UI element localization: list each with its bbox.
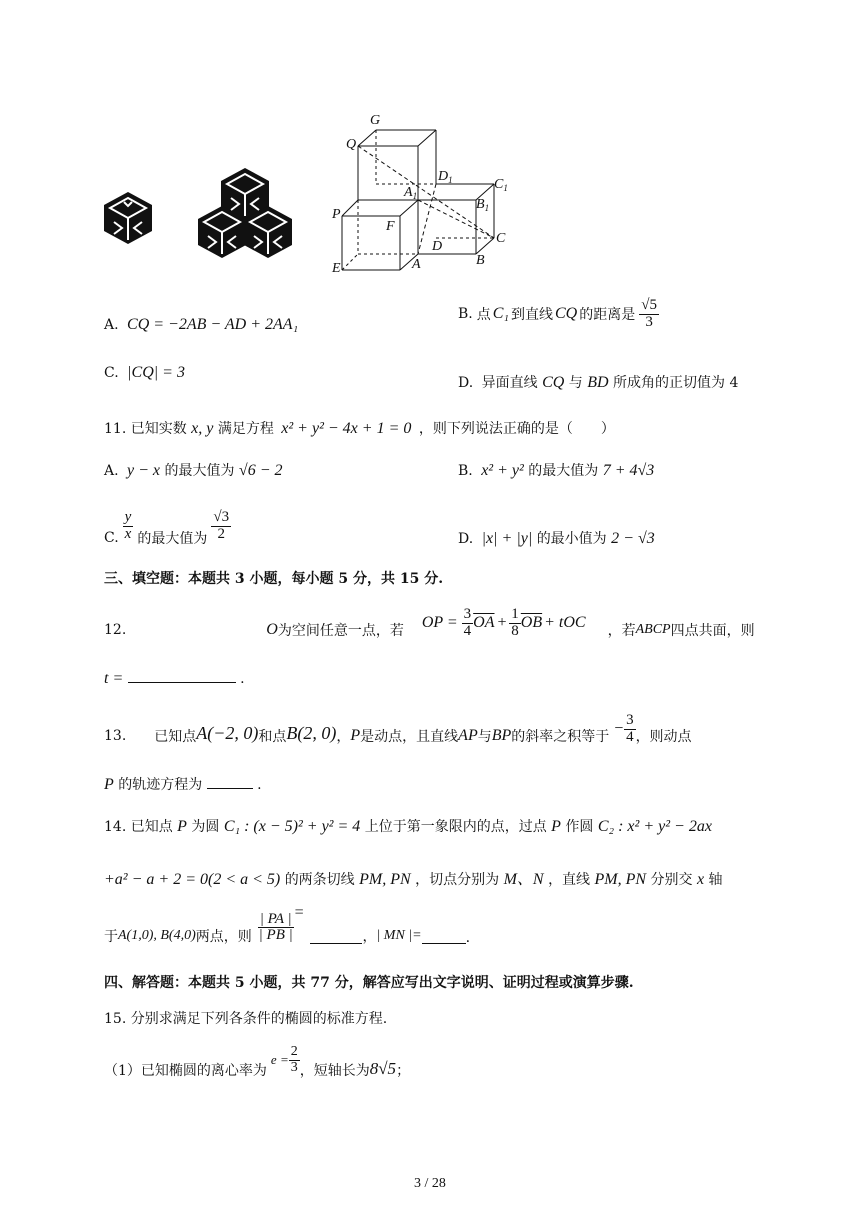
point-o: O [266,621,278,638]
q12-line1 [104,606,764,640]
line-cq: CQ [542,374,565,391]
eccentricity-symbol: e = [270,1052,289,1067]
question-text: 的两条切线 [284,872,355,888]
q11-stem [104,418,615,438]
svg-text:E: E [332,261,341,276]
question-text: 两点，则 [195,929,252,945]
option-text: 到直线 [510,307,553,324]
fraction-denominator: 8 [511,622,519,639]
vector-oa: $\overline{OA}$ [473,614,495,631]
circle-c1-equation: C₁ : (x − 5)² + y² = 4 [223,818,361,835]
equals-sign: = [293,904,305,921]
q12-line2 [104,670,245,688]
answer-blank[interactable] [422,943,466,944]
svg-text:D1: $D_1$ [438,169,453,185]
svg-text:B: B [476,253,485,268]
q13-line1 [104,712,692,746]
svg-text:A1: $A_1$ [404,185,418,201]
svg-text:D: D [432,239,443,254]
q11-option-d [458,528,655,548]
svg-text:C1: $C_1$ [494,177,508,193]
question-text: 与 [477,729,492,745]
vector-toc: + tOC [544,614,586,631]
question-text: 为圆 [191,819,220,835]
option-label: C. [104,365,119,381]
minor-axis-length: 8√5 [369,1059,397,1078]
comma: ， [362,929,377,945]
point-p: P [104,776,114,793]
option-label: D. [458,531,474,547]
svg-text:F: F [386,219,395,234]
line-bd: BD [587,374,609,391]
line-cq: CQ [554,305,578,323]
question-text: ，则下列说法正确的是（ ） [418,421,615,437]
option-value: 7 + 4√3 [602,462,655,479]
option-text: 异面直线 [481,375,538,391]
option-text: 所成角的正切值为 4 [613,375,739,391]
fraction-three-quarters [462,607,474,640]
q10-option-b [458,298,659,331]
svg-text:B1: $B_1$ [476,197,490,213]
question-text: 已知点 [154,729,197,745]
q15-stem: 15. 分别求满足下列各条件的椭圆的标准方程. [104,1011,388,1027]
fraction-numerator: y [124,508,132,525]
fraction-numerator: 2 [290,1043,298,1059]
question-text: ； [396,1063,411,1079]
svg-text:Q: Q [346,137,357,152]
points-a-b: A(1,0), B(4,0) [118,928,196,943]
question-text: 作圆 [565,819,594,835]
option-label: A. [104,463,119,479]
question-text: 轴 [708,872,723,888]
period: . [257,777,262,793]
line-ap: AP [458,727,478,744]
option-label: B. [458,463,473,479]
question-text: 四点共面，则 [670,623,755,639]
point-b: B(2, 0) [286,722,337,743]
period: . [240,671,245,687]
lines-pm-pn: PM, PN [359,871,411,888]
question-number: 12. [104,622,127,638]
question-text: 14. 已知点 [104,819,173,835]
point-a: A(−2, 0) [196,722,259,743]
circle-c2-equation-cont: +a² − a + 2 = 0(2 < a < 5) [104,871,281,888]
q15-part1 [104,1040,410,1080]
option-label: B. [458,306,473,323]
q10-option-d [458,372,738,392]
q14-line3 [104,904,470,948]
minus-sign: − [613,720,625,737]
ratio-pa-pb [258,912,294,945]
stacked-cubes-figure [196,166,294,262]
t-equals: t = [104,670,124,687]
point-p: P [350,727,361,744]
option-text: 的最大值为 [164,463,235,479]
answer-blank[interactable] [310,943,362,944]
option-expression: x² + y² [481,462,524,479]
question-text: 为空间任意一点，若 [277,623,404,639]
q14-line1 [104,816,712,836]
option-text: 与 [568,375,583,391]
fraction-denominator: x [124,525,132,542]
q10-option-c [104,364,185,382]
option-label: A. [104,317,119,333]
equation: x² + y² − 4x + 1 = 0 [281,420,412,437]
question-text: ，直线 [548,872,591,888]
fraction-numerator: 3 [463,605,472,622]
question-text: ，则动点 [635,729,692,745]
svg-text:P: P [332,207,341,222]
fraction [639,298,659,331]
fraction-two-thirds [289,1045,300,1075]
question-number: 13. [104,728,127,744]
points-abcp: ABCP [635,622,671,637]
option-text: 的距离是 [579,307,636,324]
fraction-one-eighth [509,607,521,640]
plus-sign: + [496,614,508,631]
section-four-heading: 四、解答题：本题共 5 小题，共 77 分，解答应写出文字说明、证明过程或演算步骤. [104,975,634,991]
fraction-numerator: √3 [213,508,230,525]
fraction-numerator: 1 [511,605,519,622]
fraction-denominator: 3 [290,1059,298,1075]
option-value: 2 − √3 [611,530,655,547]
question-text: ，若 [607,623,636,639]
question-text: 满足方程 [217,421,274,437]
option-expression: CQ = −2AB − AD + 2AA₁ [127,316,299,333]
single-cube-figure [102,190,154,246]
fraction-numerator: | PA | [259,910,292,927]
question-text: 的轨迹方程为 [118,777,203,793]
circle-c2-equation: C₂ : x² + y² − 2ax [597,818,712,835]
option-label: D. [458,375,474,391]
q11-option-b [458,460,654,480]
fraction-numerator: 3 [626,711,634,728]
point-p: P [177,818,187,835]
fraction-denominator: | PB | [258,927,293,944]
fraction-y-over-x [123,510,134,543]
question-text: 和点 [258,729,287,745]
fraction-denominator: 3 [645,313,653,330]
answer-blank[interactable] [207,788,253,789]
question-text: ， [336,729,351,745]
svg-text:C: C [496,231,506,246]
points-m-n: M、N [503,871,544,888]
question-text: 是动点，且直线 [360,729,459,745]
q11-option-c [104,504,231,548]
point-p: P [551,818,561,835]
fraction-three-quarters [624,713,636,746]
lines-pm-pn: PM, PN [594,871,647,888]
option-text: 的最小值为 [536,531,607,547]
page-number: 3 / 28 [414,1176,446,1191]
option-text: 的最大值为 [137,531,208,547]
point-c1: C₁ [492,305,509,323]
option-label: C. [104,530,119,546]
cube-wireframe-figure [330,110,520,280]
svg-text:A: A [412,257,421,272]
mn-length: | MN |= [376,928,422,943]
period: . [465,930,471,946]
q14-line2 [104,866,723,889]
option-text: 的最大值为 [528,463,599,479]
option-expression: |x| + |y| [481,530,533,547]
fraction-value [211,510,231,543]
q11-option-a [104,460,283,480]
fraction-numerator: √5 [641,297,657,313]
option-expression: |CQ| = 3 [127,364,185,381]
q10-option-a [104,316,298,334]
option-value: √6 − 2 [238,462,283,479]
question-text: ，短轴长为 [299,1063,370,1079]
fraction-denominator: 2 [217,525,225,542]
question-text: 分别交 [650,872,693,888]
answer-blank[interactable] [128,682,236,683]
option-expression: y − x [127,462,161,479]
question-text: 上位于第一象限内的点，过点 [364,819,547,835]
question-text: 的斜率之积等于 [511,729,610,745]
line-bp: BP [491,727,512,744]
vector-ob: $\overline{OB}$ [520,614,543,631]
q13-line2 [104,774,262,794]
svg-text:G: G [370,113,381,128]
vector-op: OP = [421,614,458,631]
variables: x, y [191,420,214,437]
question-text: ，切点分别为 [415,872,500,888]
question-text: 于 [104,929,118,945]
fraction-denominator: 4 [463,622,472,639]
fraction-denominator: 4 [626,728,634,745]
question-text: （1）已知椭圆的离心率为 [104,1063,267,1079]
x-axis-symbol: x [696,871,705,888]
option-text: 点 [476,307,491,324]
section-three-heading: 三、填空题：本题共 3 小题，每小题 5 分，共 15 分. [104,571,444,587]
question-text: 11. 已知实数 [104,421,187,437]
